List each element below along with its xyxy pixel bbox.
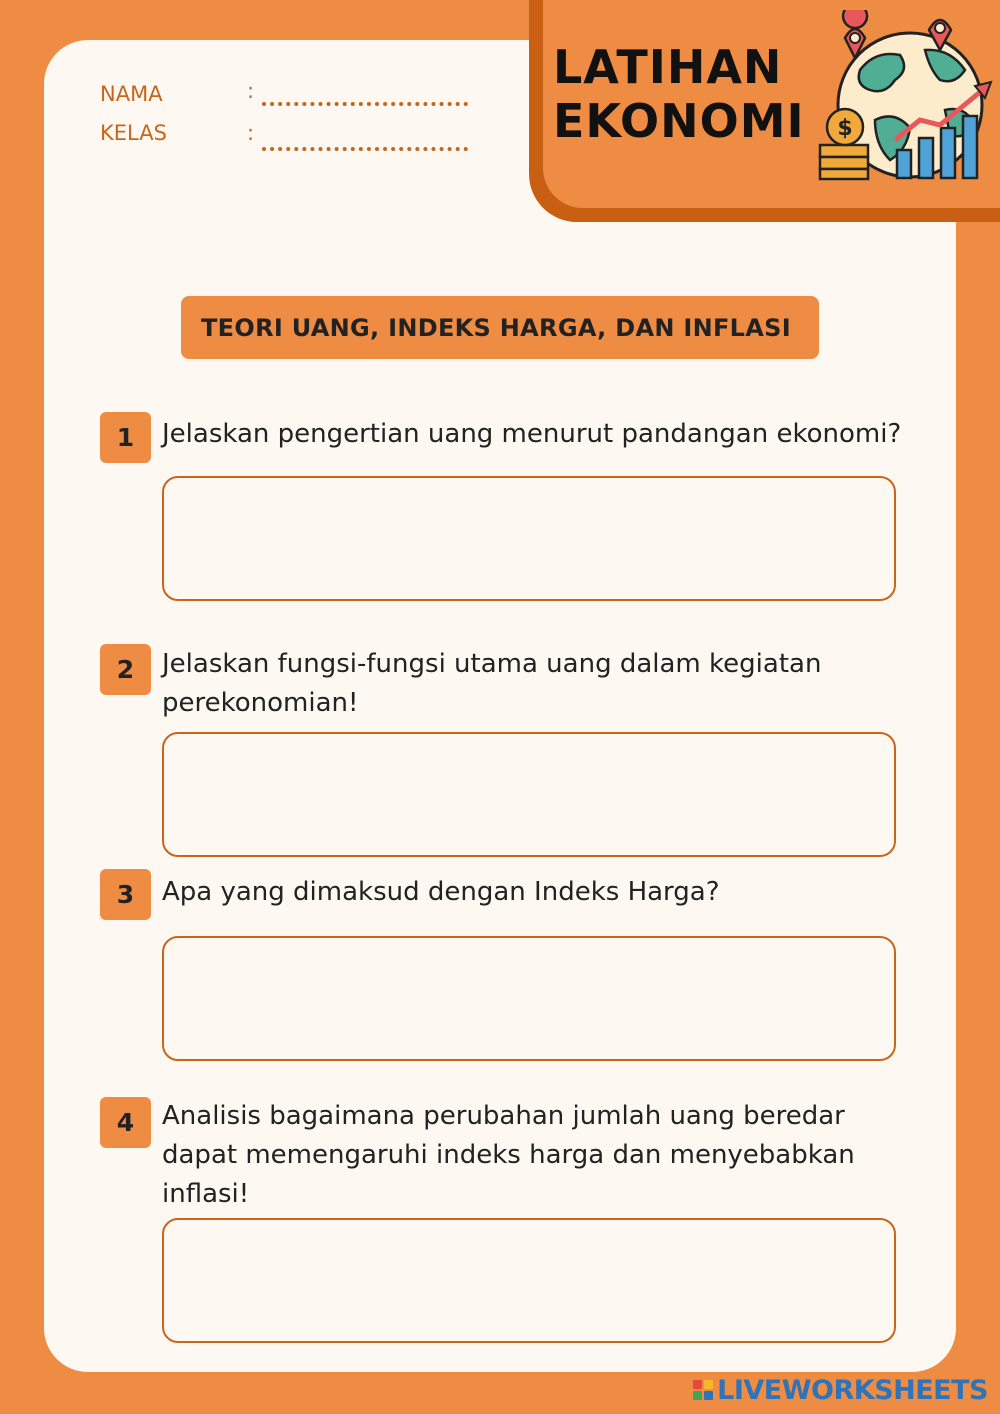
field-colon: :: [247, 79, 255, 103]
question-number-3: 3: [100, 869, 151, 920]
topic-banner: [181, 296, 819, 359]
liveworksheets-logo: [693, 1374, 988, 1406]
answer-box-2[interactable]: [162, 732, 896, 857]
globe-economy-icon: [815, 10, 995, 190]
liveworksheets-brand: LIVEWORKSHEETS: [717, 1374, 988, 1406]
field-colon: :: [247, 121, 255, 145]
answer-box-1[interactable]: [162, 476, 896, 601]
topic-title: TEORI UANG, INDEKS HARGA, DAN INFLASI: [201, 313, 791, 342]
question-number-1: 1: [100, 412, 151, 463]
worksheet-title: [553, 40, 805, 148]
svg-text:$: $: [837, 116, 853, 141]
liveworksheets-mark-icon: [693, 1380, 713, 1400]
name-field[interactable]: [262, 98, 468, 106]
answer-box-3[interactable]: [162, 936, 896, 1061]
title-line-1: LATIHAN: [553, 40, 783, 94]
field-label-kelas: KELAS: [100, 121, 167, 145]
answer-box-4[interactable]: [162, 1218, 896, 1343]
field-label-nama: NAMA: [100, 82, 163, 106]
question-text-3: Apa yang dimaksud dengan Indeks Harga?: [162, 877, 720, 907]
question-number-4: 4: [100, 1097, 151, 1148]
question-text-2: Jelaskan fungsi-fungsi utama uang dalam kegiatan perekonomian!: [162, 649, 822, 718]
class-field[interactable]: [262, 143, 468, 151]
title-line-2: EKONOMI: [553, 94, 805, 148]
question-text-1: Jelaskan pengertian uang menurut pandangan ekonomi?: [162, 419, 902, 449]
question-number-2: 2: [100, 644, 151, 695]
question-text-4: Analisis bagaimana perubahan jumlah uang beredar dapat memengaruhi indeks harga dan menyebabkan inflasi!: [162, 1101, 855, 1209]
